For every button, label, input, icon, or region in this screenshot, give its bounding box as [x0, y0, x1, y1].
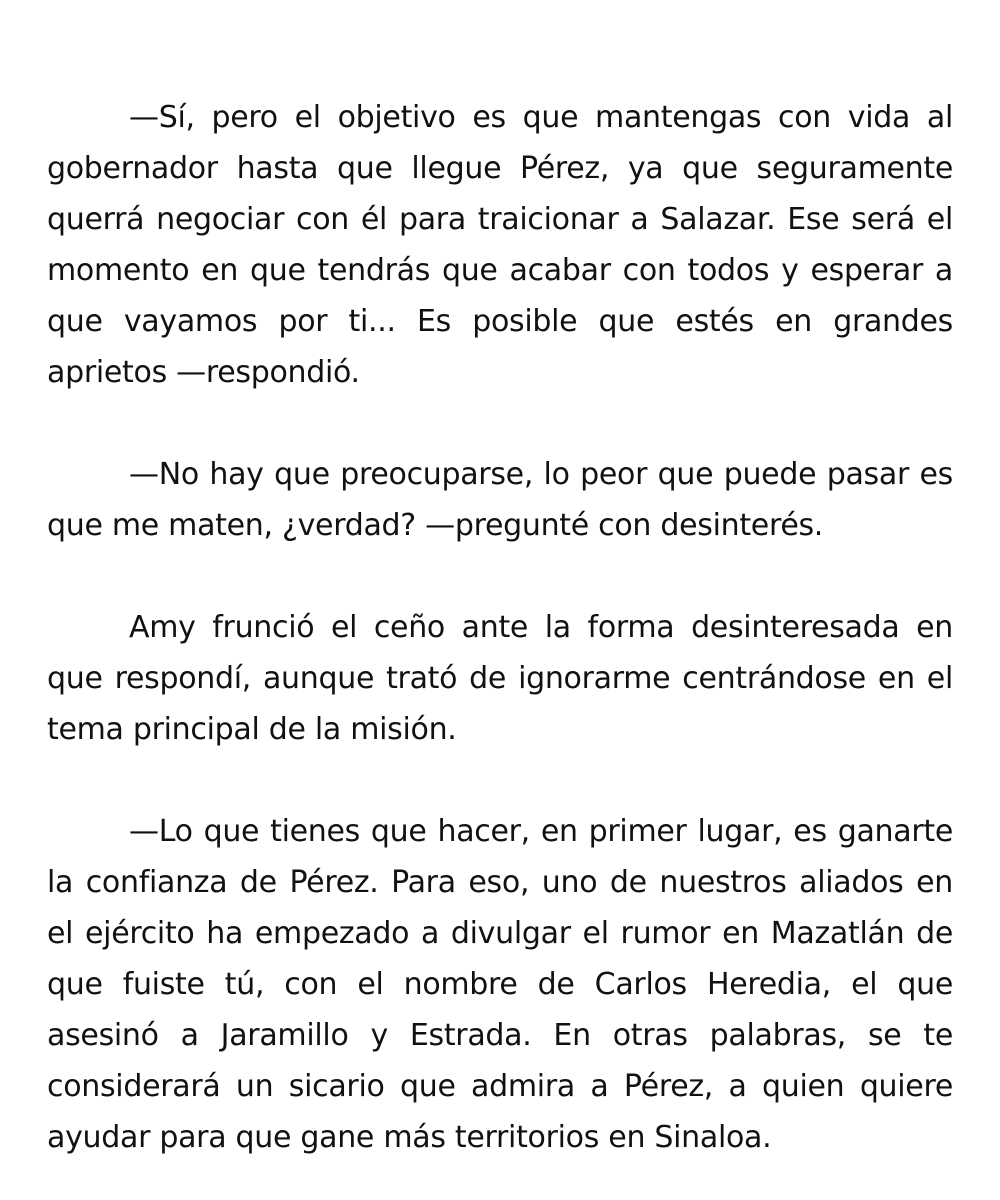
- paragraph-2: —No hay que preocuparse, lo peor que puede pasar es que me maten, ¿verdad? —pregunté con desinterés.: [47, 457, 953, 543]
- page-body: [47, 92, 953, 1163]
- paragraph-1: —Sí, pero el objetivo es que mantengas con vida al gobernador hasta que llegue Pérez, ya que seguramente querrá negociar con él para traicionar a Salazar. Ese será el momento en que tendrás que acabar con todos y esperar a que vayamos por ti... Es posible que estés en grandes aprietos —respondió.: [47, 100, 953, 390]
- paragraph-3: Amy frunció el ceño ante la forma desinteresada en que respondí, aunque trató de ignorarme centrándose en el tema principal de la misión.: [47, 610, 953, 747]
- paragraph-4: —Lo que tienes que hacer, en primer lugar, es ganarte la confianza de Pérez. Para eso, uno de nuestros aliados en el ejército ha empezado a divulgar el rumor en Mazatlán de que fuiste tú, con el nombre de Carlos Heredia, el que asesinó a Jaramillo y Estrada. En otras palabras, se te considerará un sicario que admira a Pérez, a quien quiere ayudar para que gane más territorios en Sinaloa.: [47, 814, 953, 1155]
